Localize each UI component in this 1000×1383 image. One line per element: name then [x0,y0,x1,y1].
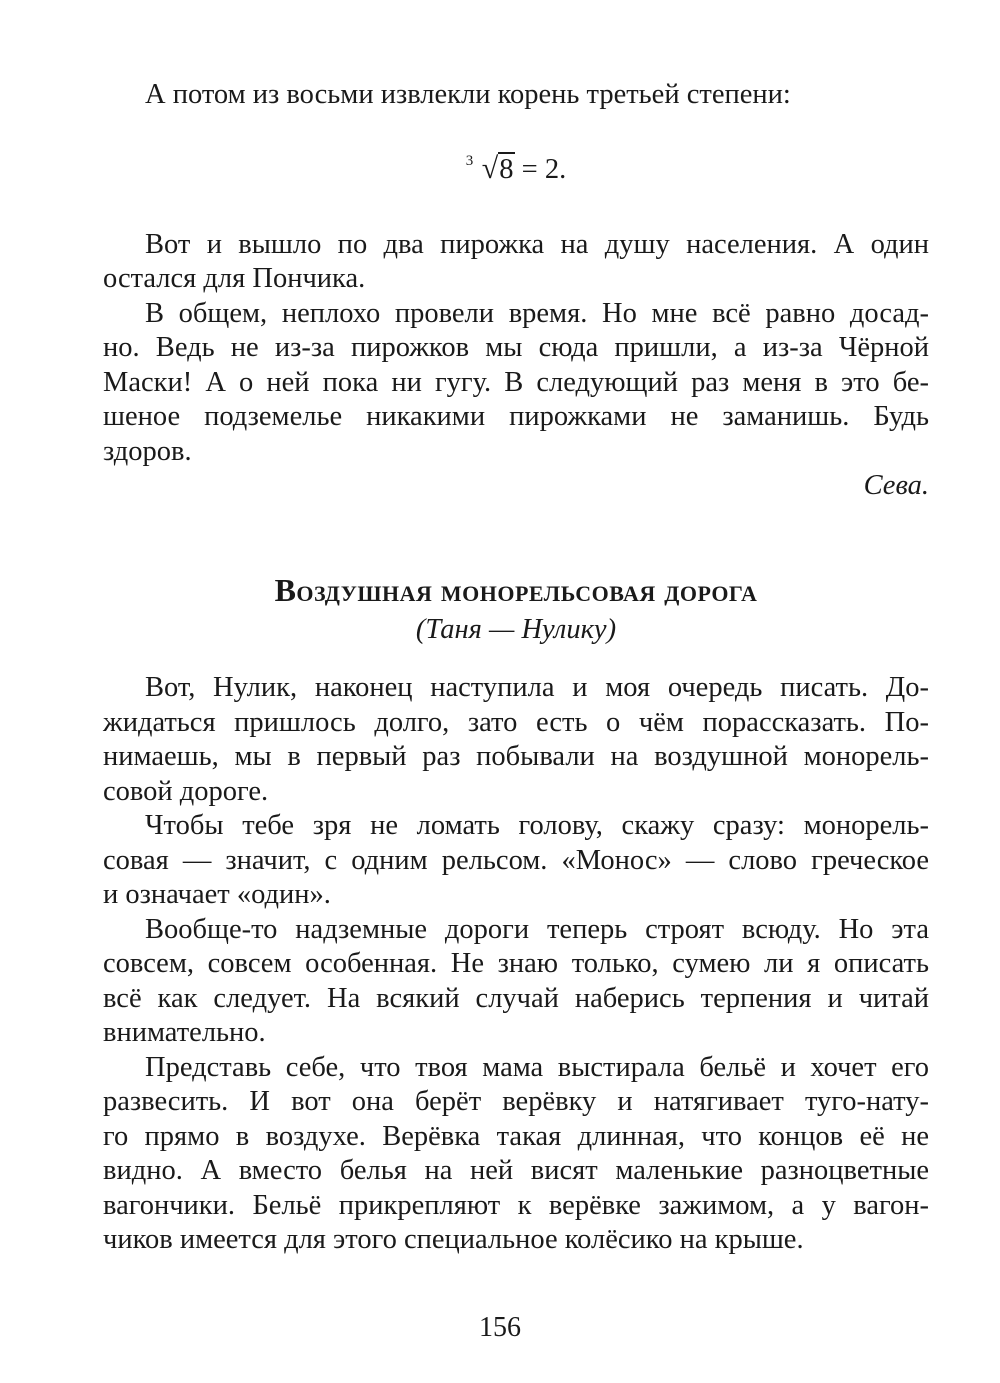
paragraph [103,671,929,809]
text-line: Маски! А о ней пока ни гугу. В следующий раз меня в это бе- [103,366,929,398]
paragraph [103,228,929,297]
text-line: Представь себе, что твоя мама выстирала бельё и хочет его [145,1051,929,1083]
text-line: го прямо в воздухе. Верёвка такая длинная, что концов её не [103,1120,929,1152]
paragraph [103,809,929,913]
formula-result: = 2. [514,153,567,185]
text-line: видно. А вместо белья на ней висят маленькие разноцветные [103,1155,929,1186]
text-line: шеное подземелье никакими пирожками не заманишь. Будь [103,401,929,432]
text-line: Вот и вышло по два пирожка на душу населения. А один [145,228,929,260]
root-radicand: 8 [499,153,514,185]
radical-sign-icon: √ [481,151,499,185]
text-line: совая — значит, с одним рельсом. «Монос» — слово греческое [103,844,929,876]
paragraph-intro [103,78,929,113]
cube-root-expression [466,152,515,187]
paragraph [103,297,929,470]
formula-cube-root [103,152,929,187]
section-subtitle: (Таня — Нулику) [415,614,617,645]
text-line: А потом из восьми извлекли корень третьей степени: [145,79,791,110]
text-line: здоров. [103,435,192,467]
text-line: совой дороге. [103,775,269,807]
section-title: Воздушная монорельсовая дорога [274,572,758,608]
text-line: остался для Пончика. [103,263,366,294]
root-index: 3 [465,152,474,169]
text-line: Чтобы тебе зря не ломать голову, скажу сразу: монорель- [145,810,929,841]
text-line: и означает «один». [103,879,331,910]
text-line: развесить. И вот она берёт верёвку и натягивает туго-нату- [103,1086,929,1117]
text-line: совсем, совсем особенная. Не знаю только, сумею ли я описать [103,948,929,979]
text-line: жидаться пришлось долго, зато есть о чём порассказать. По- [103,706,929,738]
paragraph [103,913,929,1051]
paragraph [103,1051,929,1258]
text-line: Вообще-то надземные дороги теперь строят всюду. Но эта [145,913,929,945]
text-line: всё как следует. На всякий случай наберись терпения и читай [103,982,929,1014]
text-line: но. Ведь не из-за пирожков мы сюда пришли, а из-за Чёрной [103,332,929,363]
page-number: 156 [479,1312,521,1343]
signature: Сева. [863,470,929,501]
text-line: нимаешь, мы в первый раз побывали на воздушной монорель- [103,741,929,772]
page-content [103,78,929,1258]
text-line: Вот, Нулик, наконец наступила и моя очередь писать. До- [145,672,929,703]
text-line: внимательно. [103,1017,266,1048]
text-line: вагончики. Бельё прикрепляют к верёвке зажимом, а у вагон- [103,1189,929,1221]
text-line: чиков имеется для этого специальное колёсико на крыше. [103,1224,804,1255]
text-line: В общем, неплохо провели время. Но мне всё равно досад- [145,297,929,329]
